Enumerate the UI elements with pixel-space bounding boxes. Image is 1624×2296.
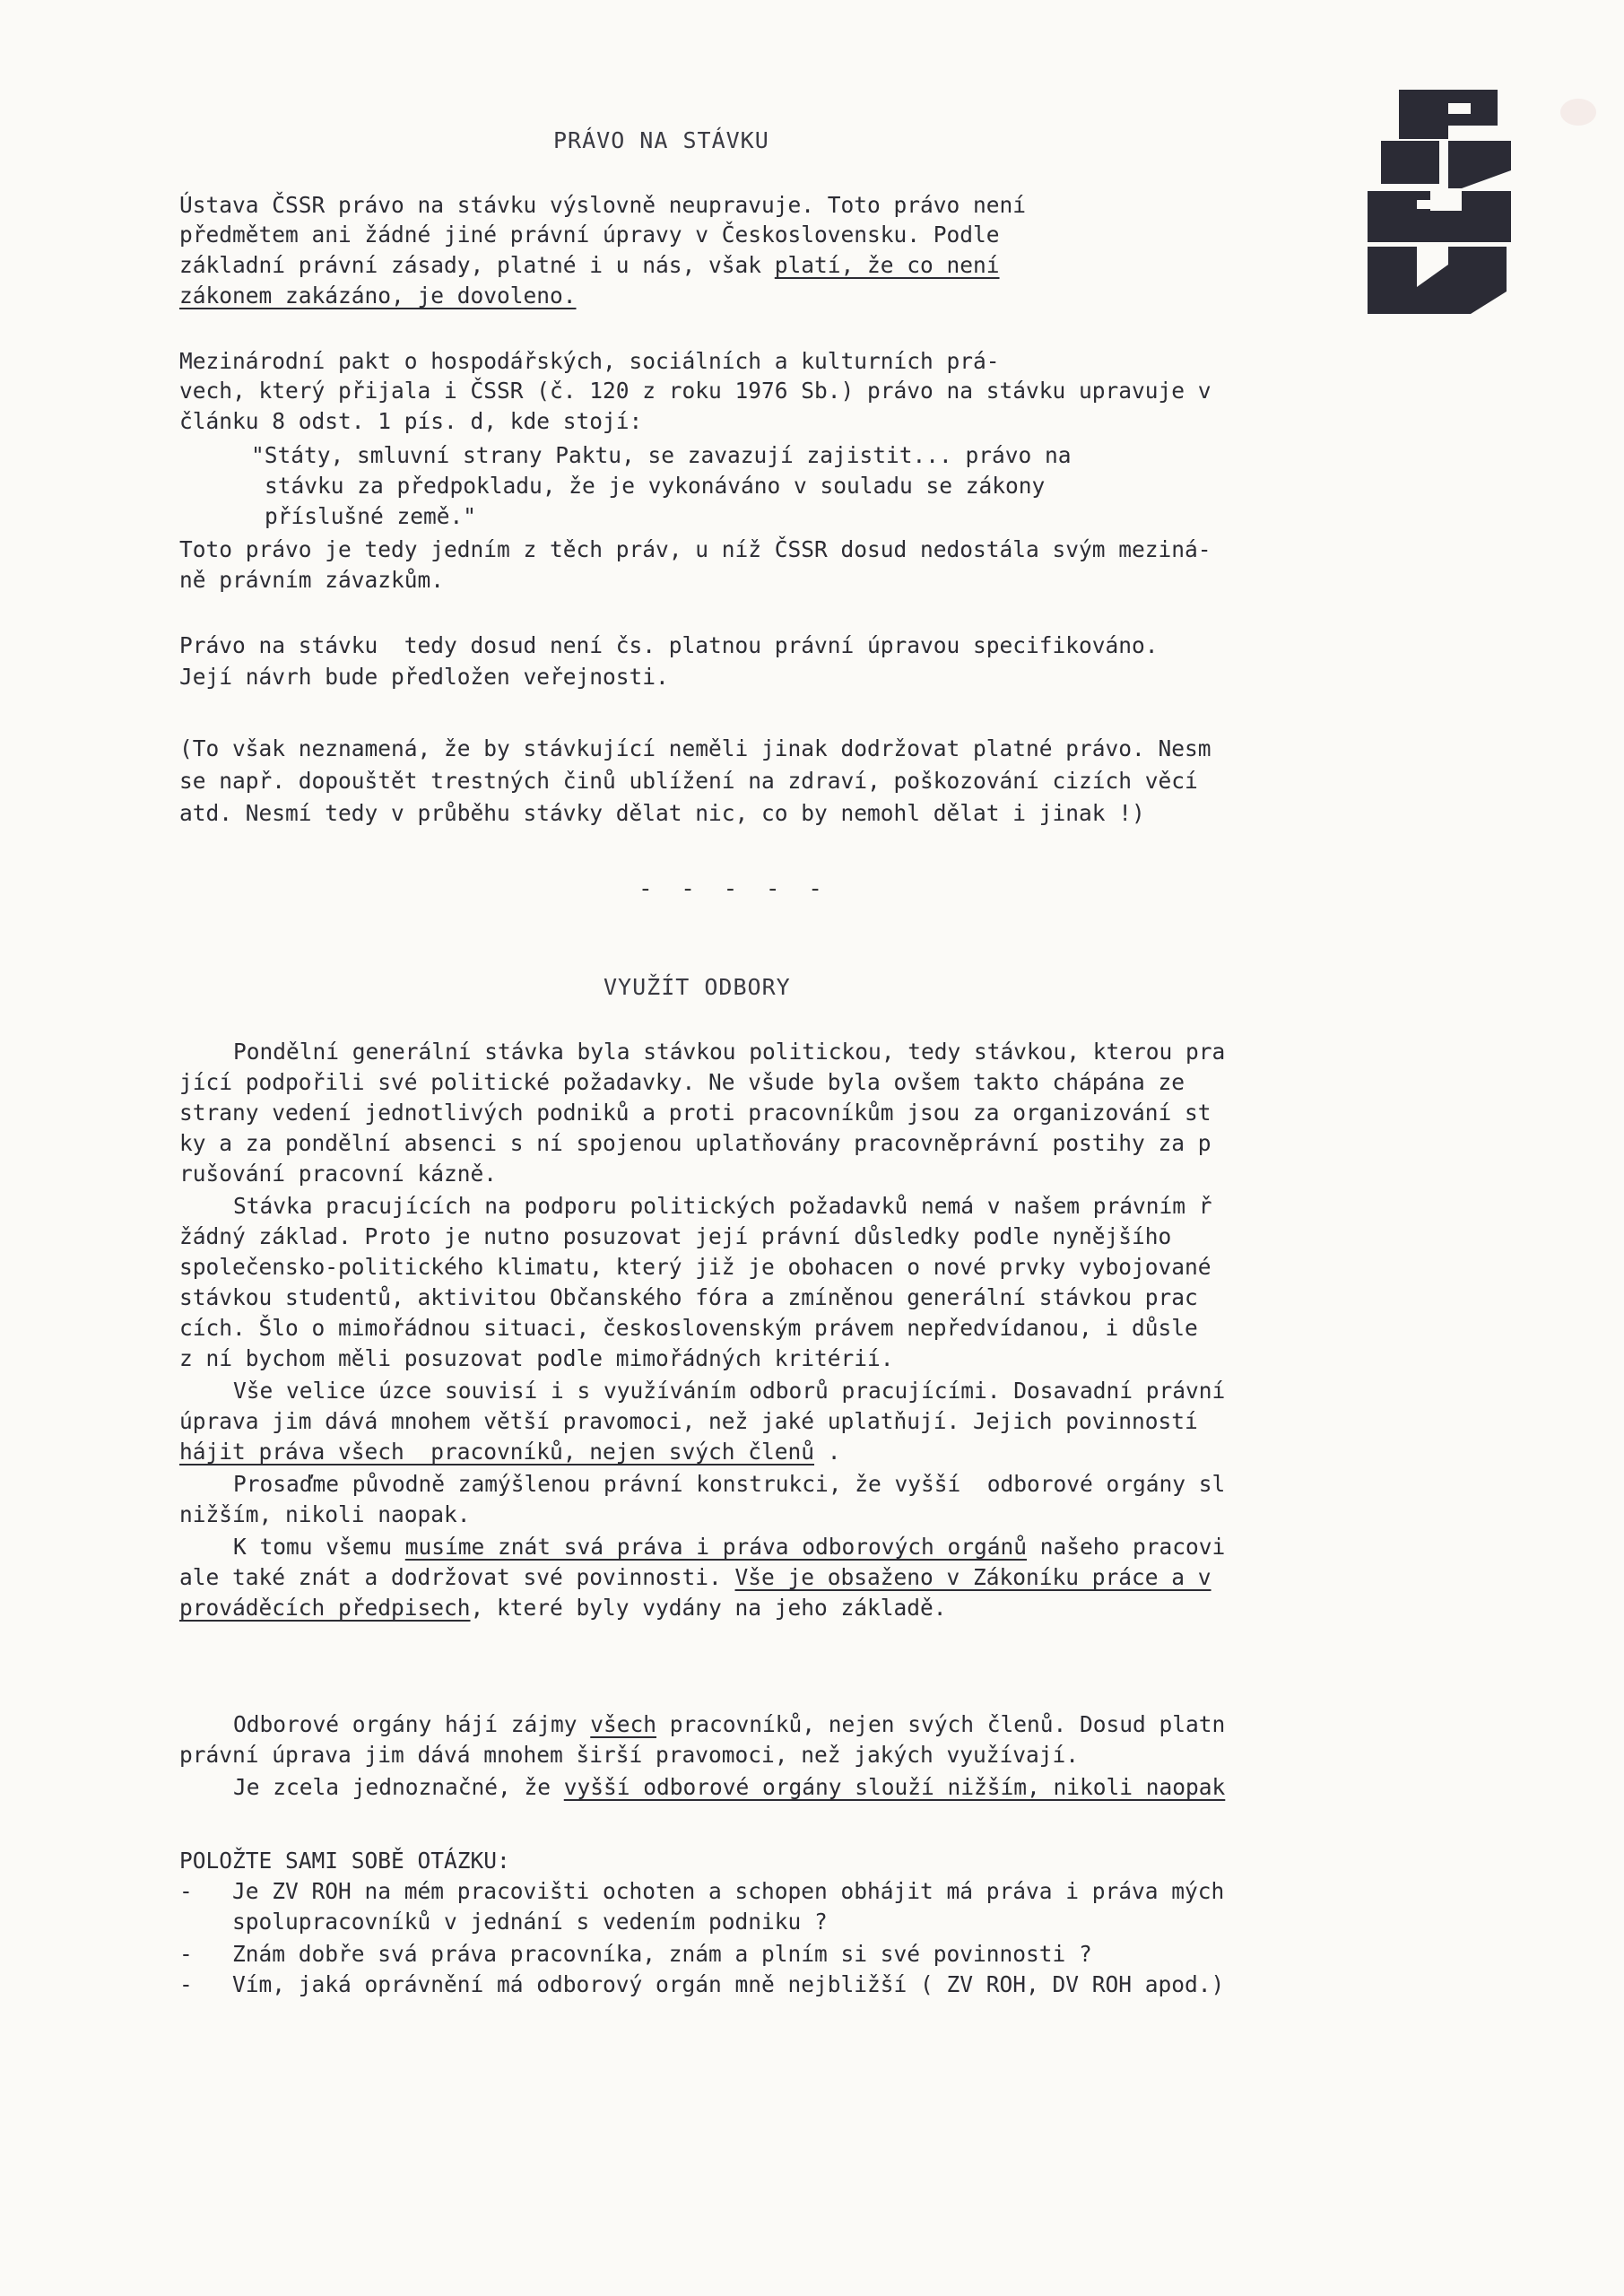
text-line: právní úprava jim dává mnohem širší pravomoci, než jakých využívají. [179, 1742, 1080, 1768]
text-line: Stávka pracujících na podporu politických požadavků nemá v našem právním ř [233, 1193, 1212, 1219]
text-line [233, 1711, 1225, 1738]
underlined-phrase: prováděcích předpisech [179, 1595, 471, 1621]
text-line [179, 252, 1000, 279]
text-line: Mezinárodní pakt o hospodářských, sociálních a kulturních prá- [179, 348, 1000, 374]
question-item: - Je ZV ROH na mém pracovišti ochoten a schopen obhájit má práva i práva mých [179, 1878, 1225, 1904]
section-title: PRÁVO NA STÁVKU [553, 127, 769, 153]
text-span: Je zcela jednoznačné, že [233, 1774, 564, 1800]
question-item: spolupracovníků v jednání s vedením podniku ? [179, 1909, 828, 1935]
text-line: rušování pracovní kázně. [179, 1161, 498, 1187]
text-span: pracovníků, nejen svých členů. Dosud platn [656, 1711, 1226, 1737]
underlined-phrase: hájit práva všech pracovníků, nejen svých členů [179, 1439, 815, 1465]
text-line [233, 1774, 1225, 1801]
text-line: cích. Šlo o mimořádnou situaci, československým právem nepředvídanou, i důsle [179, 1315, 1198, 1341]
underlined-phrase: všech [590, 1711, 657, 1737]
text-line: jící podpořili své politické požadavky. Ne všude byla ovšem takto chápána ze [179, 1069, 1185, 1095]
text-line: Pondělní generální stávka byla stávkou politickou, tedy stávkou, kterou pra [233, 1039, 1226, 1065]
text-line [179, 1564, 1211, 1591]
text-line: z ní bychom měli posuzovat podle mimořádných kritérií. [179, 1345, 894, 1371]
quote-line: "Státy, smluvní strany Paktu, se zavazují zajistit... právo na [251, 442, 1072, 468]
text-line [233, 1534, 1225, 1561]
text-span: ale také znát a dodržovat své povinnosti. [179, 1564, 735, 1590]
text-line [179, 1439, 841, 1465]
logo-mark [1363, 85, 1515, 318]
underlined-phrase: platí, že co není [774, 252, 1000, 278]
section-title: VYUŽÍT ODBORY [604, 974, 791, 1000]
underlined-line: zákonem zakázáno, je dovoleno. [179, 283, 577, 309]
quote-line: stávku za předpokladu, že je vykonáváno v souladu se zákony [265, 473, 1046, 499]
text-line: předmětem ani žádné jiné právní úpravy v Československu. Podle [179, 222, 1000, 248]
paper-stain [1560, 99, 1596, 126]
text-line: Prosaďme původně zamýšlenou právní konstrukci, že vyšší odborové orgány sl [233, 1471, 1226, 1497]
text-line: žádný základ. Proto je nutno posuzovat její právní důsledky podle nynějšího [179, 1223, 1172, 1249]
text-line [179, 1595, 947, 1622]
text-line: nižším, nikoli naopak. [179, 1501, 471, 1527]
quote-line: příslušné země." [265, 503, 477, 529]
text-line: Její návrh bude předložen veřejnosti. [179, 664, 669, 690]
section-separator: - - - - - [638, 875, 829, 902]
underlined-phrase: Vše je obsaženo v Zákoníku práce a v [734, 1564, 1211, 1590]
question-item: - Vím, jaká oprávnění má odborový orgán mně nejbližší ( ZV ROH, DV ROH apod.) [179, 1971, 1225, 1997]
text-line: strany vedení jednotlivých podniků a proti pracovníkům jsou za organizování st [179, 1100, 1211, 1126]
underlined-phrase: musíme znát svá práva i práva odborových orgánů [404, 1534, 1028, 1560]
text-line: stávkou studentů, aktivitou Občanského fóra a zmíněnou generální stávkou prac [179, 1284, 1198, 1310]
questions-heading: POLOŽTE SAMI SOBĚ OTÁZKU: [179, 1848, 510, 1874]
text-line: Toto právo je tedy jedním z těch práv, u níž ČSSR dosud nedostála svým meziná- [179, 536, 1211, 562]
text-span: K tomu všemu [233, 1534, 405, 1560]
text-line: (To však neznamená, že by stávkující neměli jinak dodržovat platné právo. Nesm [179, 735, 1211, 761]
text-line: vech, který přijala i ČSSR (č. 120 z roku 1976 Sb.) právo na stávku upravuje v [179, 378, 1211, 404]
text-line: Právo na stávku tedy dosud není čs. platnou právní úpravou specifikováno. [179, 632, 1159, 658]
text-line: společensko-politického klimatu, který již je obohacen o nové prvky vybojované [179, 1254, 1211, 1280]
text-span: základní právní zásady, platné i u nás, však [179, 252, 775, 278]
text-line: Ústava ČSSR právo na stávku výslovně neupravuje. Toto právo není [179, 192, 1027, 218]
text-line: atd. Nesmí tedy v průběhu stávky dělat nic, co by nemohl dělat i jinak !) [179, 800, 1145, 826]
text-line: článku 8 odst. 1 pís. d, kde stojí: [179, 408, 643, 434]
text-span: , které byly vydány na jeho základě. [470, 1595, 947, 1621]
question-item: - Znám dobře svá práva pracovníka, znám a plním si své povinnosti ? [179, 1941, 1092, 1967]
text-line: Vše velice úzce souvisí i s využíváním odborů pracujícími. Dosavadní právní [233, 1378, 1226, 1404]
text-span: našeho pracovi [1027, 1534, 1226, 1560]
underlined-phrase: vyšší odborové orgány slouží nižším, nikoli naopak [563, 1774, 1226, 1800]
text-line: úprava jim dává mnohem větší pravomoci, než jaké uplatňují. Jejich povinností [179, 1408, 1198, 1434]
text-line: ky a za pondělní absenci s ní spojenou uplatňovány pracovněprávní postihy za p [179, 1130, 1211, 1156]
text-span: . [814, 1439, 841, 1465]
text-line: ně právním závazkům. [179, 567, 445, 593]
text-span: Odborové orgány hájí zájmy [233, 1711, 591, 1737]
text-line: se např. dopouštět trestných činů ublížení na zdraví, poškozování cizích věcí [179, 768, 1198, 794]
